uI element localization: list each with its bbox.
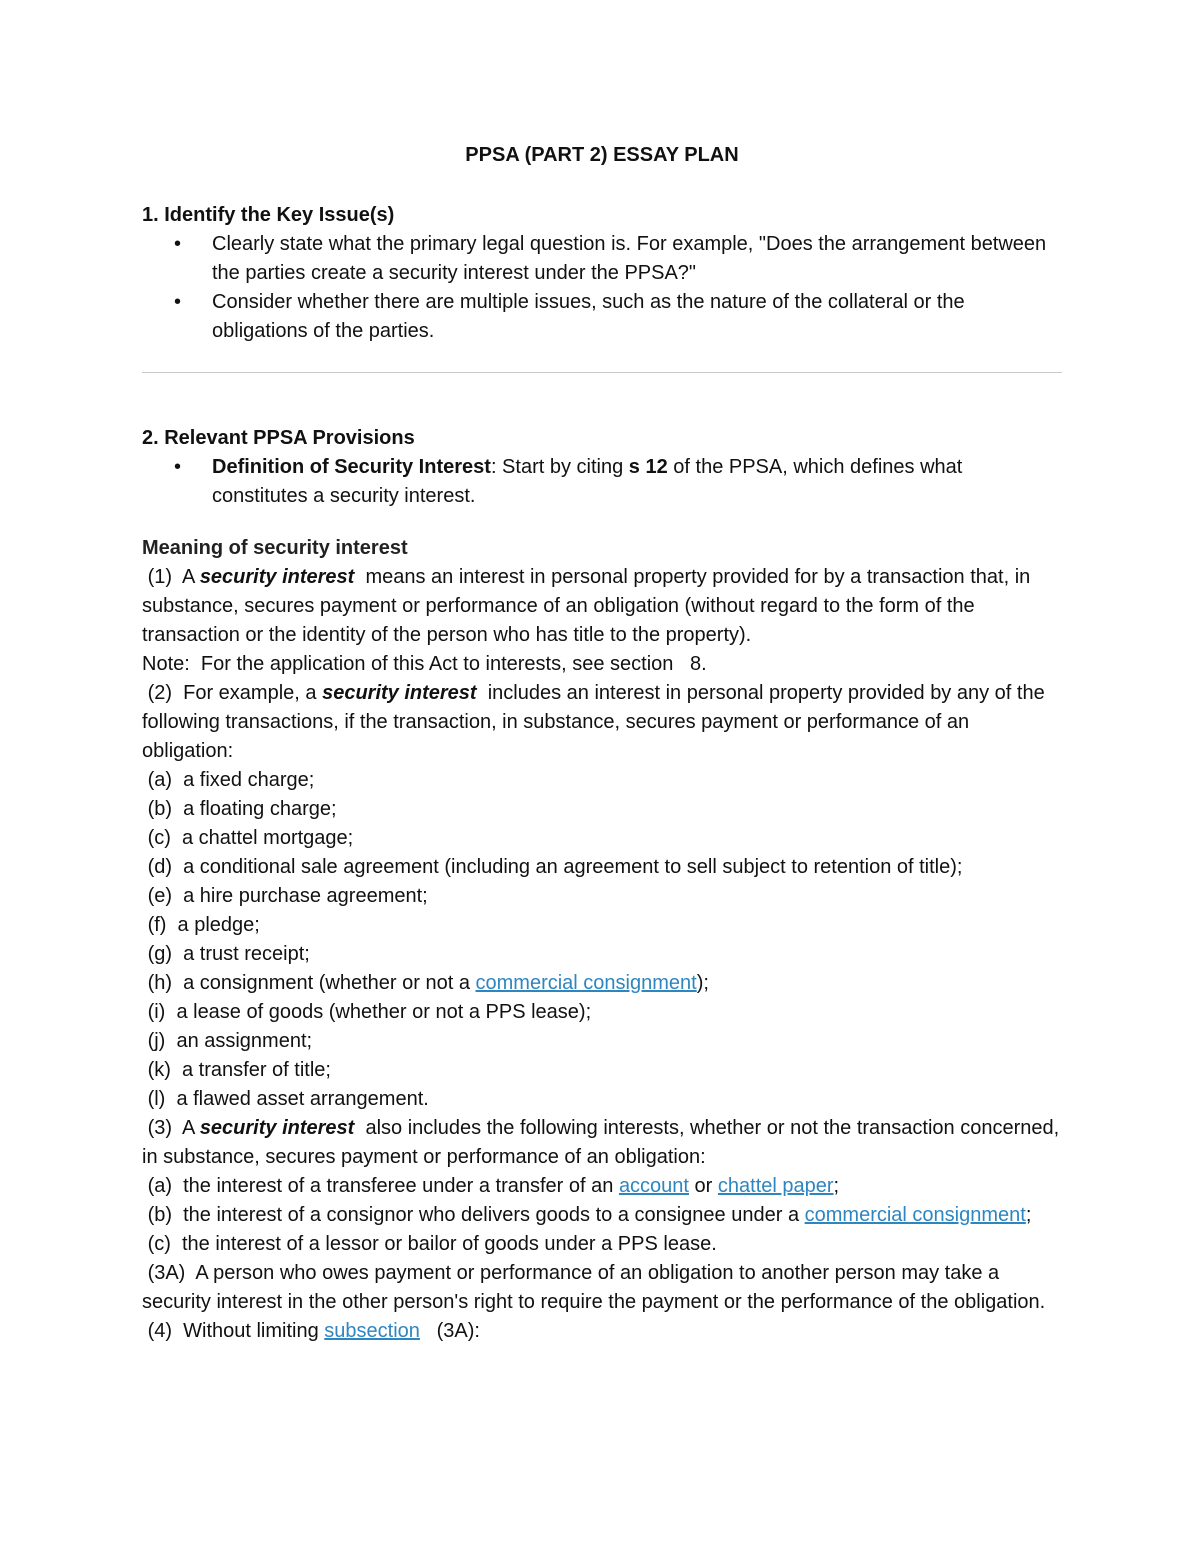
subsection-1: (1) A security interest means an interest in personal property provided for by a transaction that, in substance, secures payment or performance of an obligation (without regard to the form of the transaction or the identity of the person who has title to the property). bbox=[142, 566, 1036, 646]
defined-term: security interest bbox=[199, 1117, 355, 1139]
list-item: (e) a hire purchase agreement; bbox=[142, 885, 428, 907]
subsection-3: (3) A security interest also includes the following interests, whether or not the transaction concerned, in substance, secures payment or performance of an obligation: bbox=[142, 1117, 1065, 1168]
page-title: PPSA (PART 2) ESSAY PLAN bbox=[465, 144, 739, 166]
commercial-consignment-link[interactable]: commercial consignment bbox=[475, 972, 697, 994]
list-item: (l) a flawed asset arrangement. bbox=[142, 1088, 429, 1110]
defined-term: security interest bbox=[322, 682, 477, 704]
bullet-icon: • bbox=[174, 233, 182, 255]
subsection-2: (2) For example, a security interest includes an interest in personal property provided by any of the following transactions, if the transaction, in substance, secures payment or performance of an obligation: bbox=[142, 682, 1051, 762]
subsection-3a: (3A) A person who owes payment or performance of an obligation to another person may take a security interest in the other person's right to require the payment or the performance of the obligation. bbox=[142, 1262, 1046, 1313]
section-2-heading: 2. Relevant PPSA Provisions bbox=[142, 427, 415, 449]
defined-term: security interest bbox=[199, 566, 355, 588]
section-1-bullets bbox=[142, 230, 1062, 346]
horizontal-divider bbox=[142, 372, 1062, 373]
account-link[interactable]: account bbox=[618, 1175, 689, 1197]
document-body bbox=[142, 140, 1065, 1346]
list-item: (a) the interest of a transferee under a transfer of an account or chattel paper; bbox=[142, 1175, 840, 1197]
section-reference: s 12 bbox=[628, 456, 668, 478]
list-item: (k) a transfer of title; bbox=[142, 1059, 331, 1081]
commercial-consignment-link[interactable]: commercial consignment bbox=[804, 1204, 1026, 1226]
list-item: (f) a pledge; bbox=[142, 914, 260, 936]
section-2-bullets bbox=[142, 453, 1062, 511]
list-item: (c) the interest of a lessor or bailor of goods under a PPS lease. bbox=[142, 1233, 717, 1255]
meaning-heading: Meaning of security interest bbox=[142, 537, 408, 559]
bullet-icon: • bbox=[174, 456, 182, 478]
list-item: (h) a consignment (whether or not a commercial consignment); bbox=[142, 972, 709, 994]
bullet-icon: • bbox=[174, 291, 182, 313]
list-item: (i) a lease of goods (whether or not a PPS lease); bbox=[142, 1001, 592, 1023]
list-item: • Definition of Security Interest: Start by citing s 12 of the PPSA, which defines what constitutes a security interest. bbox=[142, 453, 1062, 511]
list-item: (b) the interest of a consignor who delivers goods to a consignee under a commercial consignment; bbox=[142, 1204, 1032, 1226]
definition-term: Definition of Security Interest bbox=[212, 456, 491, 478]
list-item: (d) a conditional sale agreement (including an agreement to sell subject to retention of title); bbox=[142, 856, 963, 878]
subsection-4: (4) Without limiting subsection (3A): bbox=[142, 1320, 480, 1342]
note: Note: For the application of this Act to interests, see section 8. bbox=[142, 653, 707, 675]
list-item: (j) an assignment; bbox=[142, 1030, 313, 1052]
section-1-heading: 1. Identify the Key Issue(s) bbox=[142, 204, 395, 226]
list-item: (a) a fixed charge; bbox=[142, 769, 315, 791]
subsection-link[interactable]: subsection bbox=[324, 1320, 420, 1342]
list-item: • Consider whether there are multiple issues, such as the nature of the collateral or the obligations of the parties. bbox=[142, 288, 1062, 346]
list-item: (g) a trust receipt; bbox=[142, 943, 310, 965]
list-item: • Clearly state what the primary legal question is. For example, "Does the arrangement between the parties create a security interest under the PPSA?" bbox=[142, 230, 1062, 288]
list-item: (b) a floating charge; bbox=[142, 798, 337, 820]
chattel-paper-link[interactable]: chattel paper bbox=[717, 1175, 834, 1197]
list-item: (c) a chattel mortgage; bbox=[142, 827, 354, 849]
